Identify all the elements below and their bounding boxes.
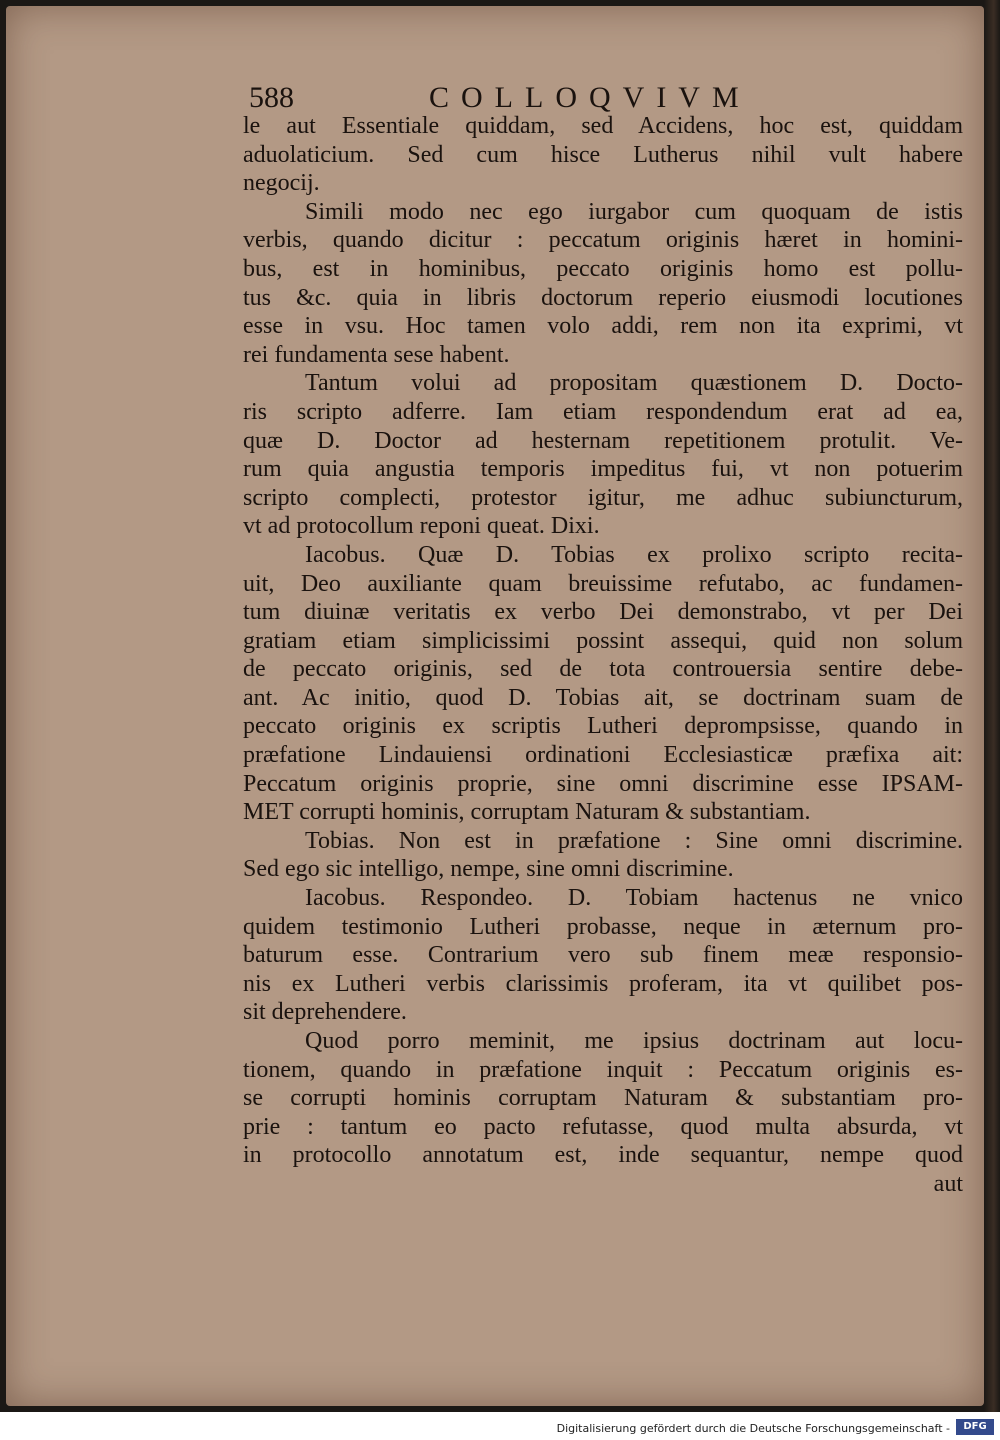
text-line: Quod porro meminit, me ipsius doctrinam aut locu- [305, 1028, 963, 1054]
text-line: verbis, quando dicitur : peccatum originis hæret in homini- [243, 227, 963, 254]
text-line: Tantum volui ad propositam quæstionem D. Docto- [305, 370, 963, 397]
text-line: nis ex Lutheri verbis clarissimis proferam, ita vt quilibet pos- [243, 970, 963, 997]
text-line: aduolaticium. Sed cum hisce Lutherus nihil vult habere [243, 141, 963, 168]
running-head: COLLOQVIVM [429, 81, 751, 114]
text-line: præfatione Lindauiensi ordinationi Ecclesiasticæ præfixa ait: [243, 742, 963, 769]
dfg-logo: DFG [956, 1419, 994, 1435]
text-line: ant. Ac initio, quod D. Tobias ait, se doctrinam suam de [243, 684, 963, 711]
text-line: vt ad protocollum reponi queat. Dixi. [243, 513, 600, 540]
text-line: se corrupti hominis corruptam Naturam & substantiam pro- [243, 1085, 963, 1112]
text-line: peccato originis ex scriptis Lutheri deprompsisse, quando in [243, 713, 963, 740]
text-line: uit, Deo auxiliante quam breuissime refutabo, ac fundamen- [243, 570, 963, 597]
text-line: Sed ego sic intelligo, nempe, sine omni discrimine. [243, 856, 734, 883]
footer [0, 1414, 1000, 1440]
text-line: tus &c. quia in libris doctorum reperio eiusmodi locutiones [243, 284, 963, 311]
text-line: esse in vsu. Hoc tamen volo addi, rem non ita exprimi, vt [243, 313, 963, 340]
text-line: negocij. [243, 170, 320, 197]
footer-credit: Digitalisierung gefördert durch die Deutsche Forschungsgemeinschaft - [556, 1422, 950, 1435]
text-line: prie : tantum eo pacto refutasse, quod multa absurda, vt [243, 1113, 963, 1140]
text-line: aut [933, 1170, 963, 1197]
text-line: rum quia angustia temporis impeditus fui, vt non potuerim [243, 456, 963, 483]
text-line: tionem, quando in præfatione inquit : Peccatum originis es- [243, 1056, 963, 1083]
text-line: quidem testimonio Lutheri probasse, neque in æternum pro- [243, 913, 963, 940]
text-line: le aut Essentiale quiddam, sed Accidens, hoc est, quiddam [243, 113, 963, 139]
text-line: Simili modo nec ego iurgabor cum quoquam de istis [305, 198, 963, 225]
text-line: in protocollo annotatum est, inde sequantur, nempe quod [243, 1142, 963, 1169]
text-line: gratiam etiam simplicissimi possint assequi, quid non solum [243, 627, 963, 654]
text-line: ris scripto adferre. Iam etiam respondendum erat ad ea, [243, 398, 963, 425]
page-edge [984, 0, 1000, 1412]
text-line: rei fundamenta sese habent. [243, 341, 510, 368]
text-line: Tobias. Non est in præfatione : Sine omni discrimine. [305, 827, 963, 854]
page-number: 588 [249, 81, 294, 114]
text-line: tum diuinæ veritatis ex verbo Dei demonstrabo, vt per Dei [243, 599, 963, 626]
text-line: baturum esse. Contrarium vero sub finem meæ responsio- [243, 942, 963, 969]
text-line: scripto complecti, protestor igitur, me adhuc subiuncturum, [243, 484, 963, 511]
text-line: quæ D. Doctor ad hesternam repetitionem protulit. Ve- [243, 427, 963, 454]
body-text [243, 112, 963, 1199]
text-line: de peccato originis, sed de tota controuersia sentire debe- [243, 656, 963, 683]
text-line: Peccatum originis proprie, sine omni discrimine esse IPSAM- [243, 770, 963, 797]
text-line: MET corrupti hominis, corruptam Naturam & substantiam. [243, 799, 811, 826]
text-line: Iacobus. Quæ D. Tobias ex prolixo scripto recita- [305, 541, 963, 568]
text-line: Iacobus. Respondeo. D. Tobiam hactenus ne vnico [305, 885, 963, 912]
text-line: sit deprehendere. [243, 999, 407, 1026]
text-line: bus, est in hominibus, peccato originis homo est pollu- [243, 255, 963, 282]
